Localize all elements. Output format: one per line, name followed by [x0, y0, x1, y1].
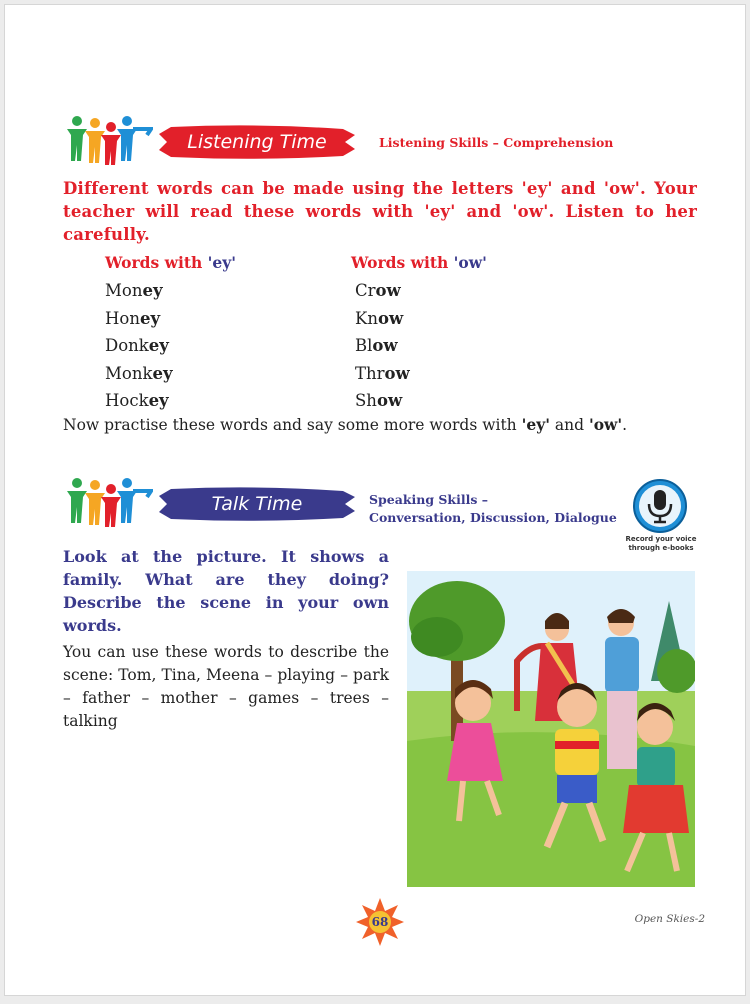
ey-word: Hockey — [105, 391, 169, 410]
listening-header — [63, 115, 723, 167]
listening-skill-label: Listening Skills – Comprehension — [379, 135, 614, 150]
talk-banner-title: Talk Time — [211, 493, 303, 515]
ow-column-heading: Words with 'ow' — [351, 253, 487, 272]
kids-group-icon — [63, 477, 153, 529]
ey-word: Money — [105, 281, 163, 300]
talk-skill-label: Speaking Skills – Conversation, Discussion, Dialogue — [369, 492, 617, 525]
page-number: 68 — [371, 915, 389, 929]
book-title: Open Skies-2 — [634, 913, 705, 925]
kids-group-icon — [63, 115, 153, 167]
ow-word: Crow — [355, 281, 401, 300]
ey-word: Donkey — [105, 336, 169, 355]
listening-instruction: Different words can be made using the letters 'ey' and 'ow'. Your teacher will read these words with 'ey' and 'ow'. Listen to her carefully. — [63, 179, 697, 244]
ey-column-heading: Words with 'ey' — [105, 253, 237, 272]
ow-word: Throw — [355, 363, 410, 383]
practice-instruction: Now practise these words and say some more words with 'ey' and 'ow'. — [63, 415, 628, 434]
word-hint-text: You can use these words to describe the scene: Tom, Tina, Meena – playing – park – father – mother – games – trees – talking — [63, 643, 389, 730]
ey-word: Honey — [105, 308, 161, 328]
listening-banner-title: Listening Time — [187, 131, 327, 153]
textbook-page — [4, 4, 746, 996]
microphone-caption: Record your voice through e-books — [625, 535, 697, 552]
talk-instruction: Look at the picture. It shows a family. What are they doing? Describe the scene in your own words. — [63, 547, 389, 635]
ow-word: Blow — [355, 336, 398, 355]
talk-header — [63, 477, 723, 529]
ey-word: Monkey — [105, 363, 173, 383]
ow-word: Show — [355, 391, 403, 410]
ey-word-list — [105, 277, 173, 415]
ow-word: Know — [355, 308, 404, 328]
microphone-icon[interactable] — [632, 478, 688, 534]
family-park-illustration — [407, 571, 695, 887]
ow-word-list — [355, 277, 410, 415]
